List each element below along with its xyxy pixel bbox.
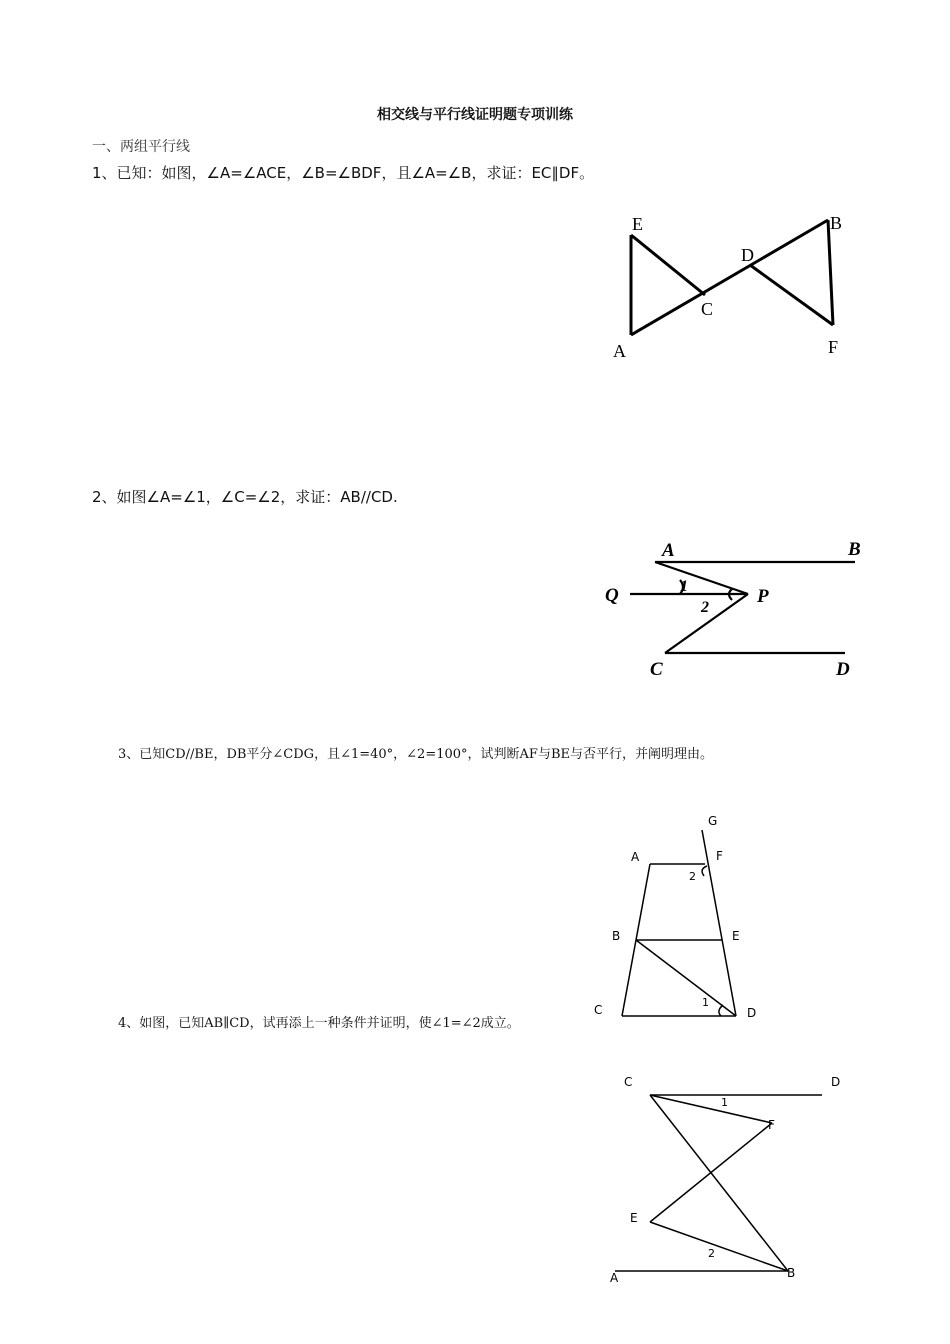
label-d: D xyxy=(747,1006,757,1020)
segment-bd xyxy=(636,940,736,1016)
label-a: A xyxy=(662,540,675,561)
label-c: C xyxy=(594,1003,603,1017)
label-d: D xyxy=(836,659,850,680)
segment-eb xyxy=(650,1222,788,1271)
label-a: A xyxy=(631,850,640,864)
label-angle-1: 1 xyxy=(721,1096,728,1109)
problem-4-text: 4、如图，已知AB∥CD，试再添上一种条件并证明，使∠1=∠2成立。 xyxy=(118,1016,520,1031)
label-e: E xyxy=(732,929,740,943)
label-f: F xyxy=(828,337,839,357)
label-angle-2: 2 xyxy=(708,1247,715,1260)
label-e: E xyxy=(630,1211,638,1225)
segment-ab xyxy=(631,220,828,335)
angle-1-arc xyxy=(719,1005,723,1016)
figure-1-lines xyxy=(631,220,833,335)
figure-4-lines xyxy=(615,1095,822,1271)
figure-3-trapezoid xyxy=(580,805,780,1035)
label-c: C xyxy=(701,299,714,319)
label-f: F xyxy=(716,849,723,863)
label-a: A xyxy=(610,1271,619,1285)
figure-1-bowtie xyxy=(600,205,860,365)
segment-bf xyxy=(828,220,833,325)
label-f: F xyxy=(768,1118,775,1132)
figure-2-parallel xyxy=(600,535,870,685)
label-q: Q xyxy=(605,585,619,606)
angle-2-arc xyxy=(702,866,707,876)
segment-df xyxy=(750,265,833,325)
segment-ec xyxy=(631,235,705,295)
label-p: P xyxy=(757,586,769,607)
label-angle-2: 2 xyxy=(701,599,709,616)
label-g: G xyxy=(708,814,718,828)
label-b: B xyxy=(848,539,861,560)
problem-2-text: 2、如图∠A=∠1，∠C=∠2，求证：AB//CD. xyxy=(92,488,398,506)
label-d: D xyxy=(831,1075,841,1089)
label-b: B xyxy=(830,213,843,233)
label-angle-1: 1 xyxy=(680,578,688,595)
label-c: C xyxy=(624,1075,633,1089)
label-b: B xyxy=(787,1266,796,1280)
problem-1-text: 1、已知：如图，∠A=∠ACE，∠B=∠BDF，且∠A=∠B，求证：EC∥DF。 xyxy=(92,164,595,182)
figure-4-parallel xyxy=(600,1065,850,1290)
label-angle-2: 2 xyxy=(689,870,696,883)
label-a: A xyxy=(613,341,626,361)
page-title: 相交线与平行线证明题专项训练 xyxy=(377,107,573,123)
section-heading: 一、两组平行线 xyxy=(92,139,190,155)
label-c: C xyxy=(650,659,663,680)
figure-2-lines xyxy=(630,562,855,653)
label-e: E xyxy=(632,214,643,234)
label-d: D xyxy=(741,245,754,265)
problem-3-text: 3、已知CD//BE，DB平分∠CDG，且∠1=40°，∠2=100°，试判断AF与BE与否平行，并阐明理由。 xyxy=(118,747,713,762)
segment-ap xyxy=(655,562,748,594)
label-b: B xyxy=(612,929,621,943)
label-angle-1: 1 xyxy=(702,996,709,1009)
